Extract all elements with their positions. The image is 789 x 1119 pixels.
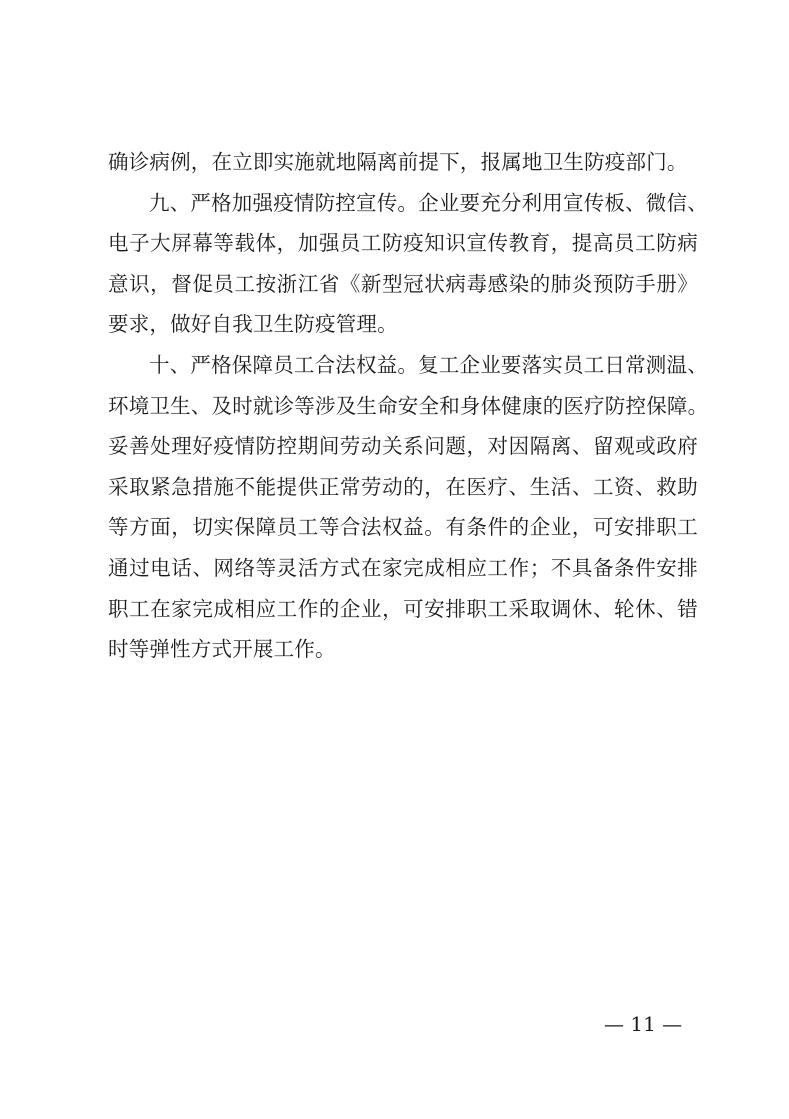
text-line-section-nine: 九、严格加强疫情防控宣传。企业要充分利用宣传板、微信、 (149, 190, 708, 215)
text-line: 妥善处理好疫情防控期间劳动关系问题，对因隔离、留观或政府 (108, 434, 698, 459)
text-line: 要求，做好自我卫生防疫管理。 (108, 312, 398, 337)
text-line-section-ten: 十、严格保障员工合法权益。复工企业要落实员工日常测温、 (149, 352, 708, 377)
text-line: 环境卫生、及时就诊等涉及生命安全和身体健康的医疗防控保障。 (108, 393, 709, 418)
text-line: 意识，督促员工按浙江省《新型冠状病毒感染的肺炎预防手册》 (108, 271, 698, 296)
text-line: 采取紧急措施不能提供正常劳动的，在医疗、生活、工资、救助 (108, 474, 698, 499)
page-number: — 11 — (604, 1012, 683, 1036)
text-line: 确诊病例，在立即实施就地隔离前提下，报属地卫生防疫部门。 (108, 150, 688, 174)
text-line: 等方面，切实保障员工等合法权益。有条件的企业，可安排职工 (108, 515, 698, 540)
text-line: 时等弹性方式开展工作。 (108, 637, 336, 662)
body-text (108, 142, 709, 670)
text-line: 电子大屏幕等载体，加强员工防疫知识宣传教育，提高员工防病 (108, 231, 698, 256)
text-line: 职工在家完成相应工作的企业，可安排职工采取调休、轮休、错 (108, 596, 698, 621)
text-line: 通过电话、网络等灵活方式在家完成相应工作；不具备条件安排 (108, 555, 698, 580)
